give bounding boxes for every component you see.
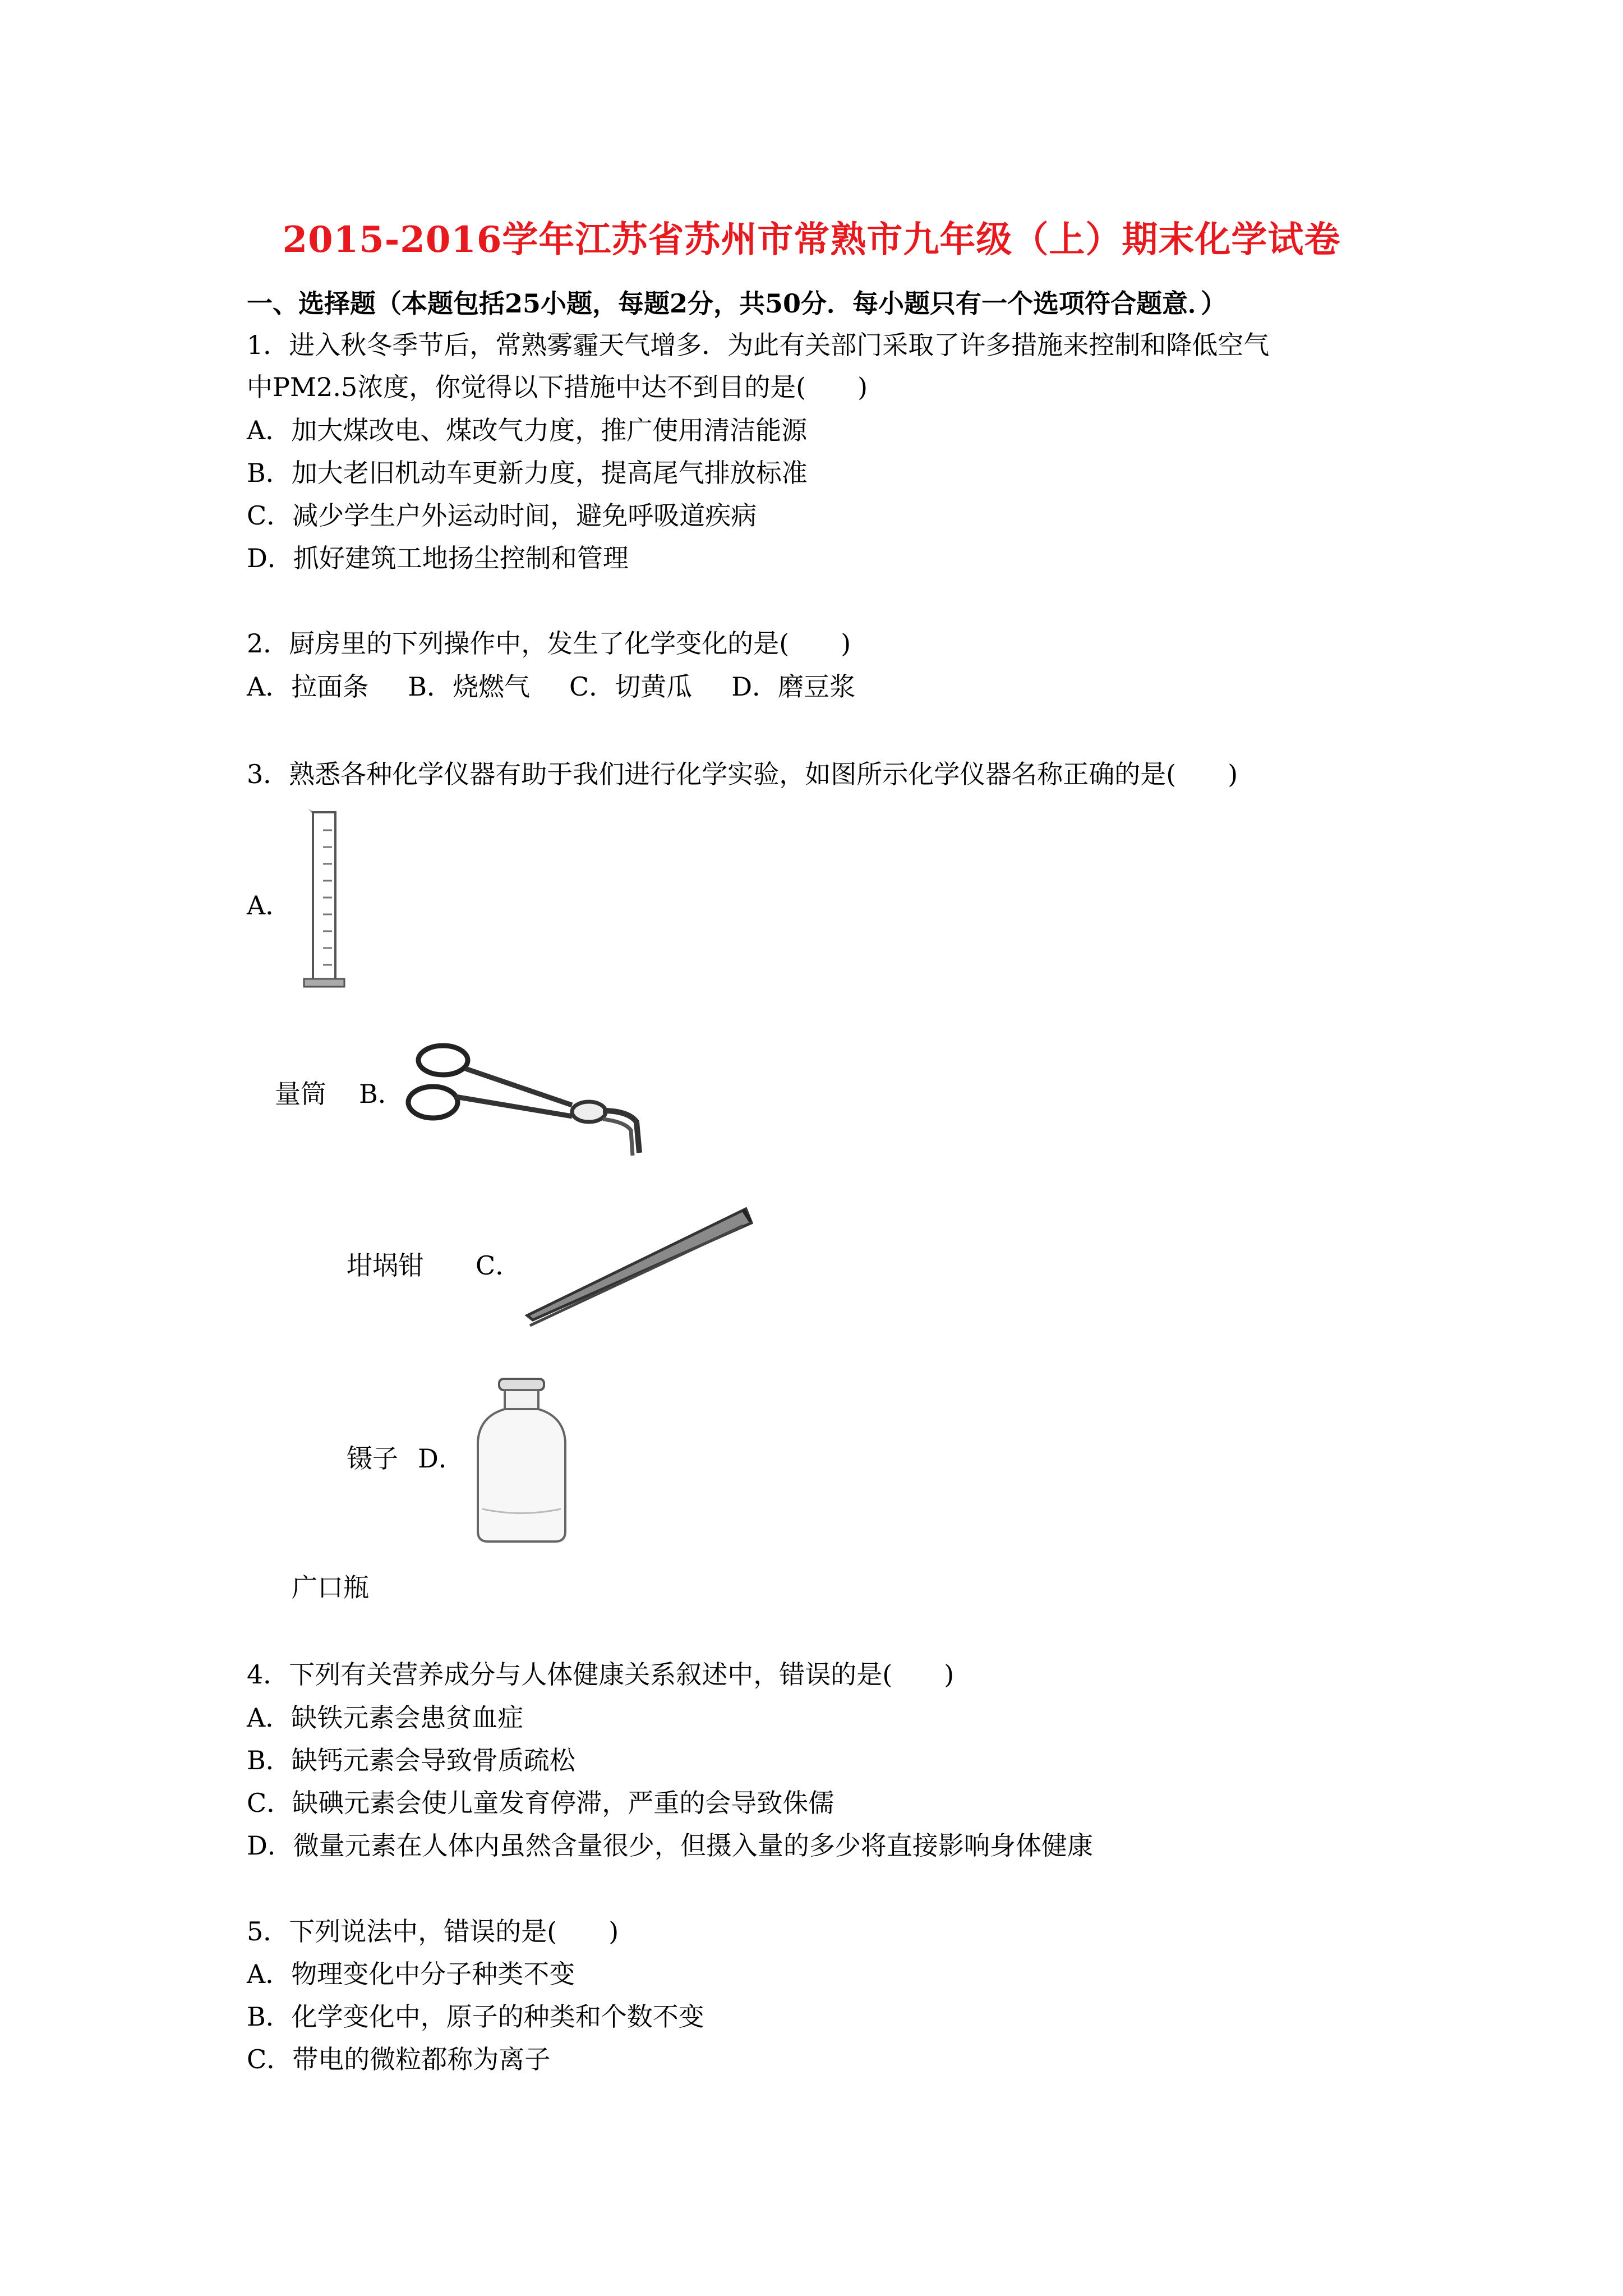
q2-option-a: A．拉面条 <box>247 671 369 702</box>
q3-option-d-name: 广口瓶 <box>292 1572 369 1603</box>
q3-option-c-letter: C． <box>476 1250 522 1281</box>
q2-option-d: D．磨豆浆 <box>731 671 856 702</box>
q1-option-a: A．加大煤改电、煤改气力度，推广使用清洁能源 <box>247 415 808 445</box>
q3-option-c-name: 镊子 <box>347 1443 398 1474</box>
q2-options <box>247 670 895 703</box>
q1-stem-line1: 1．进入秋冬季节后，常熟雾霾天气增多．为此有关部门采取了许多措施来控制和降低空气 <box>247 330 1270 360</box>
tweezers-icon <box>522 1192 757 1338</box>
graduated-cylinder-icon <box>292 808 359 999</box>
q5-option-c: C．带电的微粒都称为离子 <box>247 2044 551 2074</box>
q4-option-a: A．缺铁元素会患贫血症 <box>247 1703 524 1733</box>
q1-option-b: B．加大老旧机动车更新力度，提高尾气排放标准 <box>247 458 808 488</box>
wide-mouth-bottle-icon <box>465 1374 578 1548</box>
q1-option-d: D．抓好建筑工地扬尘控制和管理 <box>247 543 629 573</box>
q1-option-c: C．减少学生户外运动时间，避免呼吸道疾病 <box>247 500 757 531</box>
q5-option-a: A．物理变化中分子种类不变 <box>247 1959 575 1989</box>
q2-stem: 2．厨房里的下列操作中，发生了化学变化的是( ) <box>247 628 851 659</box>
q2-option-c: C．切黄瓜 <box>569 671 693 702</box>
q3-option-a-letter: A． <box>247 890 292 921</box>
q3-stem: 3．熟悉各种化学仪器有助于我们进行化学实验，如图所示化学仪器名称正确的是( ) <box>247 759 1238 789</box>
crucible-tongs-icon <box>404 1027 651 1172</box>
q4-option-c: C．缺碘元素会使儿童发育停滞，严重的会导致侏儒 <box>247 1788 834 1818</box>
section-heading: 一、选择题（本题包括25小题，每题2分，共50分．每小题只有一个选项符合题意．） <box>247 288 1227 319</box>
q3-option-b-name: 坩埚钳 <box>347 1250 424 1281</box>
q2-option-b: B．烧燃气 <box>408 671 531 702</box>
q3-option-a-name: 量筒 <box>275 1079 326 1109</box>
q3-option-b-letter: B． <box>359 1079 404 1109</box>
q3-option-d-letter: D． <box>418 1443 464 1474</box>
q5-stem: 5．下列说法中，错误的是( ) <box>247 1916 619 1947</box>
q1-stem-line2: 中PM2.5浓度，你觉得以下措施中达不到目的是( ) <box>247 372 868 402</box>
q5-option-b: B．化学变化中，原子的种类和个数不变 <box>247 2001 704 2032</box>
q4-option-d: D．微量元素在人体内虽然含量很少，但摄入量的多少将直接影响身体健康 <box>247 1830 1093 1861</box>
q4-stem: 4．下列有关营养成分与人体健康关系叙述中，错误的是( ) <box>247 1659 955 1690</box>
q4-option-b: B．缺钙元素会导致骨质疏松 <box>247 1745 575 1775</box>
page-title: 2015-2016学年江苏省苏州市常熟市九年级（上）期末化学试卷 <box>282 219 1341 261</box>
